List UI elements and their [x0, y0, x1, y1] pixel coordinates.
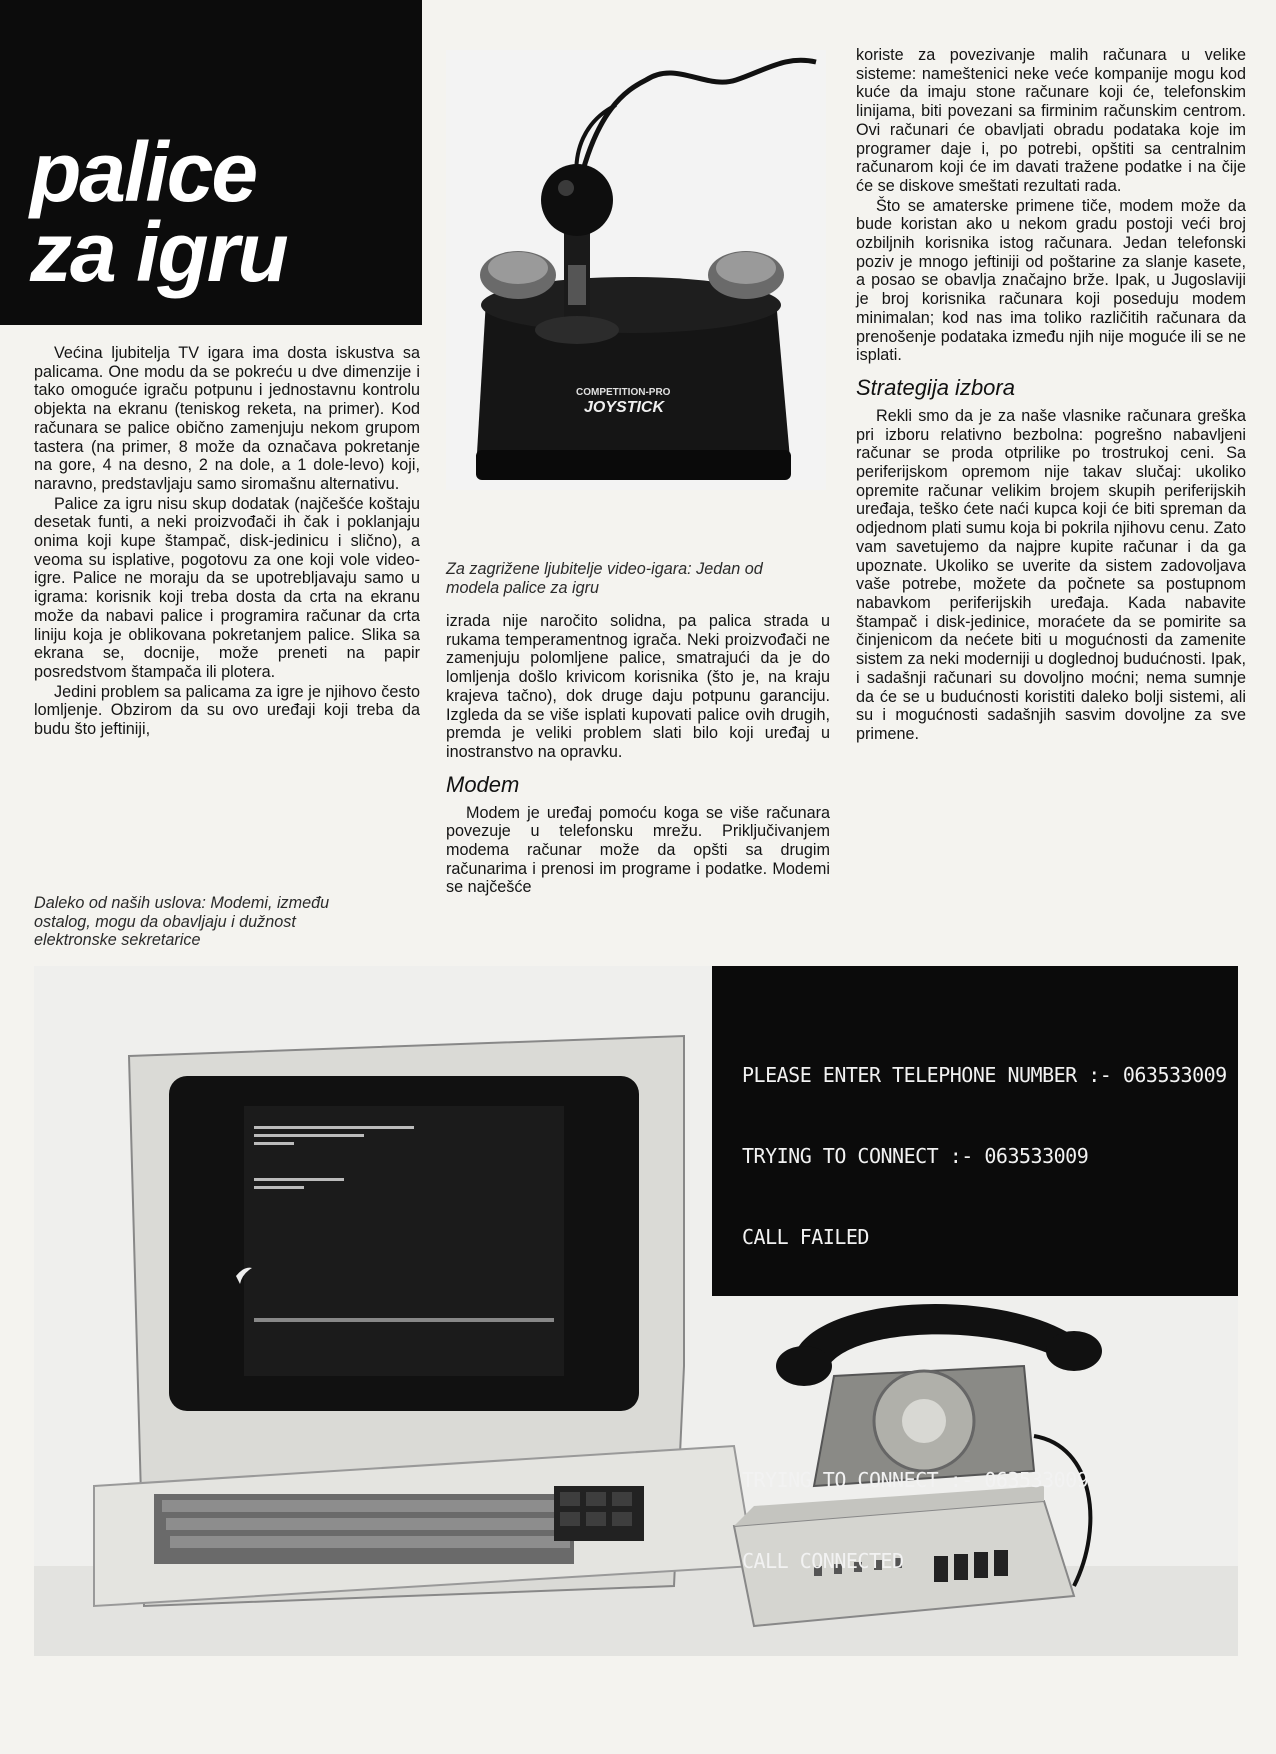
screen-line: TRYING TO CONNECT :- 063533009 [742, 1144, 1089, 1168]
screen-line: CALL CONNECTED [742, 1549, 904, 1573]
title-line-1: palice [30, 125, 257, 219]
joystick-illustration [446, 50, 826, 490]
col1-paragraph: Palice za igru nisu skup dodatak (najčešće koštaju desetak funti, a neki proizvođači ih čak i poklanjaju onima koji kupe štampač, disk-jedinicu i slično), a veoma su isplative, pogotovu za one koji vole video-igre. Palice ne moraju da se upotrebljavaju samo u igrama: korisnik koji treba dosta da crta na ekranu može da nabavi palice i programira računar da crta liniju koja je oblikovana pokretanjem palice. Slika sa ekrana se, docnije, može preneti na papir posredstvom štampača ili plotera. [34, 494, 420, 681]
article-title [30, 125, 420, 299]
screen-line: PLEASE ENTER TELEPHONE NUMBER :- 063533009 [742, 1063, 1227, 1087]
joystick-label-brand: JOYSTICK [584, 399, 665, 416]
joystick-label-top: COMPETITION-PRO [576, 387, 671, 398]
subhead-strategija: Strategija izbora [856, 374, 1015, 400]
screen-closeup-text [742, 1008, 1232, 1602]
screen-line [742, 1386, 1232, 1413]
col3-paragraph: Što se amaterske primene tiče, modem može da bude koristan ako u nekom gradu postoji veći broj ozbiljnih korisnika istog računara. Jedan telefonski poziv je mnogo jeftiniji od poštarine za slanje kasete, a posao se obavlja značajno brže. Ipak, u Jugoslaviji je broj korisnika računara koji poseduju modem minimalan; kod nas ima toliko različitih računara da prenošenje podataka između njih nije moguće ili se ne isplati. [856, 196, 1246, 365]
screen-line [742, 1305, 1232, 1332]
joystick-photo-caption: Za zagrižene ljubitelje video-igara: Jedan od modela palice za igru [446, 560, 763, 597]
col3-paragraph: Rekli smo da je za naše vlasnike računara greška pri izboru relativno bezbolna: pogrešno nabavljeni računar se proda otprilike po trostrukoj ceni. Sa periferijskom opremom nije takav slučaj: ukoliko opremite računar velikim brojem skupih periferijskih uređaja, teško ćete naći kupca koji će biti spreman da odjednom plati sumu koja bi pokrila njihovu cenu. Zato vam savetujemo da najpre kupite računar i da ga upoznate. Ukoliko se uverite da sistem zadovoljava vaše potrebe, možete da počnete sa postupnom nabavkom periferijskih uređaja. Kada nabavite štampač i disk-jedinice, moraćete da se pomirite sa činjenicom da nećete biti u mogućnosti da zamenite sistem za neki moderniji u doglednoj budućnosti. Ipak, i sadašnji računari su dovoljno moćni; nema sumnje da će se u budućnosti koristiti daleko bolji sistemi, ali su i mogućnosti sadašnjih sasvim dovoljne za sve primene. [856, 406, 1246, 743]
joystick-photo [446, 50, 826, 490]
col3-paragraph: koriste za povezivanje malih računara u velike sisteme: nameštenici neke veće kompanije mogu kod kuće da imaju stone računare koji će, telefonskim linijama, biti povezani sa firminim računskim centrom. Ovi računari će obavljati obradu podataka koje im programer daje i, po potrebi, opštiti sa centralnim računarom koji će im davati tražene podatke i na čije će se diskove smeštati rezultati rada. [856, 46, 1246, 195]
col2-paragraph: Modem je uređaj pomoću koga se više računara povezuje u telefonsku mrežu. Priključivanjem modema računar može da opšti sa drugim računarima i prenosi im programe i podatke. Modemi se najčešće [446, 803, 830, 897]
column-2 [446, 612, 830, 898]
title-line-2: za igru [30, 205, 287, 299]
col1-paragraph: Jedini problem sa palicama za igre je njihovo često lomljenje. Obzirom da su ovo uređaji koji treba da budu što jeftiniji, [34, 682, 420, 739]
col1-paragraph: Većina ljubitelja TV igara ima dosta iskustva sa palicama. One modu da se pokreću u dve dimenzije i tako omoguće igraču potpunu i jednostavnu kontrolu objekta na ekranu (teniskog reketa, na primer). Kod računara se palice obično zamenjuju nekom grupom tastera (na primer, 8 može da označava pokretanje na gore, 4 na desno, 2 na dole, a 1 dole-levo) koji, naravno, predstavljaju samo siromašnu alternativu. [34, 344, 420, 493]
screen-line: TRYING TO CONNECT :- 063533009 [742, 1468, 1089, 1492]
subhead-modem: Modem [446, 771, 520, 797]
column-3 [856, 46, 1246, 745]
computer-photo-caption: Daleko od naših uslova: Modemi, između ostalog, mogu da obavljaju i dužnost elektronske sekretarice [34, 894, 330, 950]
column-1 [34, 344, 420, 740]
col2-paragraph: izrada nije naročito solidna, pa palica strada u rukama temperamentnog igrača. Neki proizvođači ne zamenjuju polomljene palice, smatrajući da je do lomljenja došlo krivicom korisnika (što je, na kraju krajeva tačno), dok druge daju potpunu garanciju. Izgleda da se više isplati kupovati palice ovih drugih, premda je veliki problem slati bilo koji uređaj u inostranstvo na opravku. [446, 612, 830, 761]
screen-line: CALL FAILED [742, 1225, 869, 1249]
